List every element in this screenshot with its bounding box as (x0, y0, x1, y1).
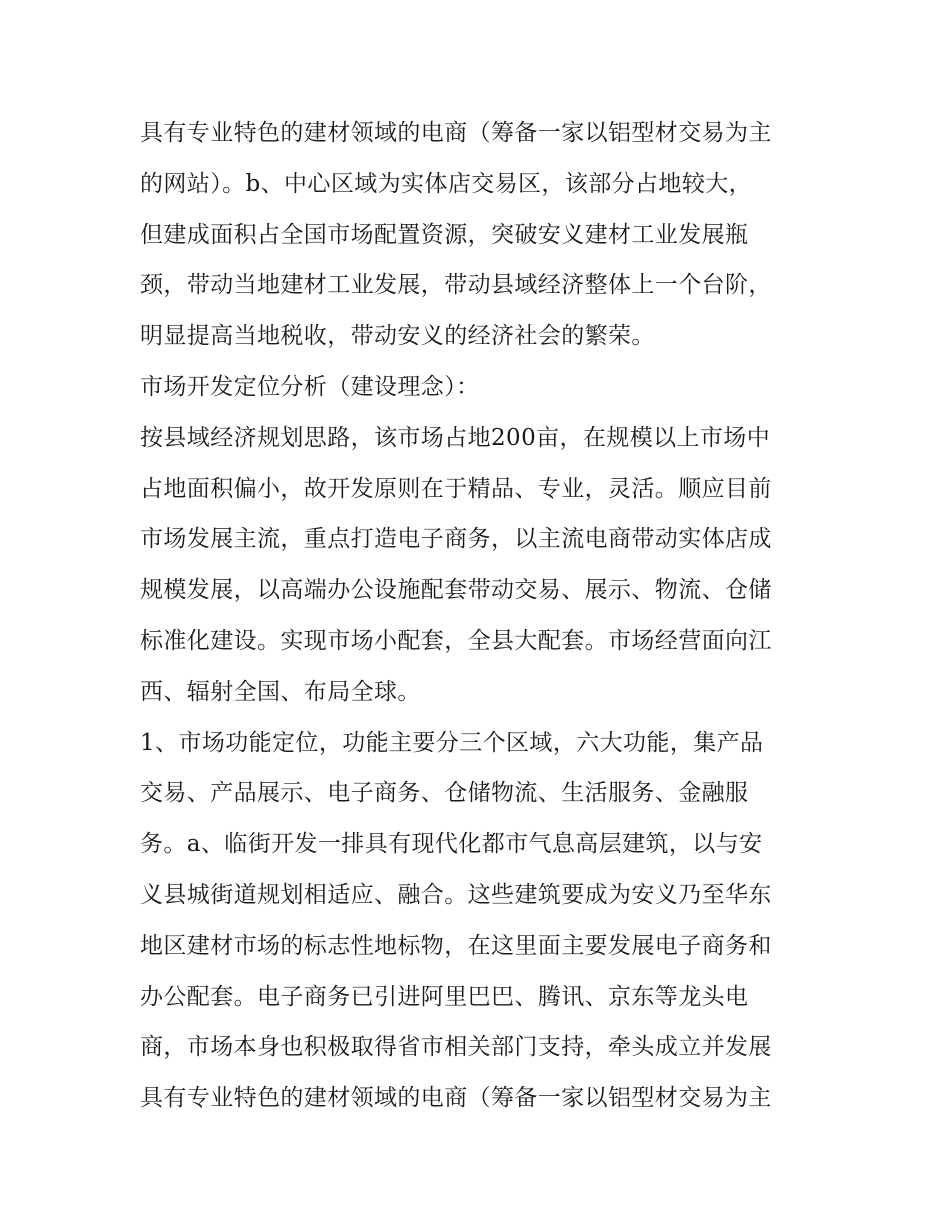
text-line: 具有专业特色的建材领域的电商（筹备一家以铝型材交易为主 (140, 1085, 772, 1112)
text-line: 务。a、临街开发一排具有现代化都市气息高层建筑，以与安 (140, 831, 763, 858)
text-line: 地区建材市场的标志性地标物，在这里面主要发展电子商务和 (140, 932, 772, 959)
text-line: 按县域经济规划思路，该市场占地200亩，在规模以上市场中 (140, 424, 771, 451)
text-line: 但建成面积占全国市场配置资源，突破安义建材工业发展瓶 (140, 221, 749, 248)
text-line: 占地面积偏小，故开发原则在于精品、专业，灵活。顺应目前 (140, 475, 772, 502)
text-line: 颈，带动当地建材工业发展，带动县域经济整体上一个台阶， (140, 272, 772, 299)
text-line: 市场发展主流，重点打造电子商务，以主流电商带动实体店成 (140, 526, 772, 553)
text-line: 办公配套。电子商务已引进阿里巴巴、腾讯、京东等龙头电 (140, 983, 749, 1010)
section-heading: 市场开发定位分析（建设理念）： (140, 373, 480, 400)
text-line: 规模发展，以高端办公设施配套带动交易、展示、物流、仓储 (140, 577, 772, 604)
text-line: 的网站）。b、中心区域为实体店交易区，该部分占地较大， (140, 170, 753, 197)
text-line: 商，市场本身也积极取得省市相关部门支持，牵头成立并发展 (140, 1034, 772, 1061)
document-body (140, 108, 820, 1124)
text-line: 西、辐射全国、布局全球。 (140, 678, 421, 705)
text-line: 具有专业特色的建材领域的电商（筹备一家以铝型材交易为主 (140, 120, 772, 146)
numbered-item-line: 1、市场功能定位，功能主要分三个区域，六大功能，集产品 (140, 729, 764, 756)
text-line: 明显提高当地税收，带动安义的经济社会的繁荣。 (140, 323, 655, 350)
text-line: 交易、产品展示、电子商务、仓储物流、生活服务、金融服 (140, 780, 749, 807)
text-line: 标准化建设。实现市场小配套，全县大配套。市场经营面向江 (140, 627, 772, 654)
text-line: 义县城街道规划相适应、融合。这些建筑要成为安义乃至华东 (140, 881, 772, 908)
